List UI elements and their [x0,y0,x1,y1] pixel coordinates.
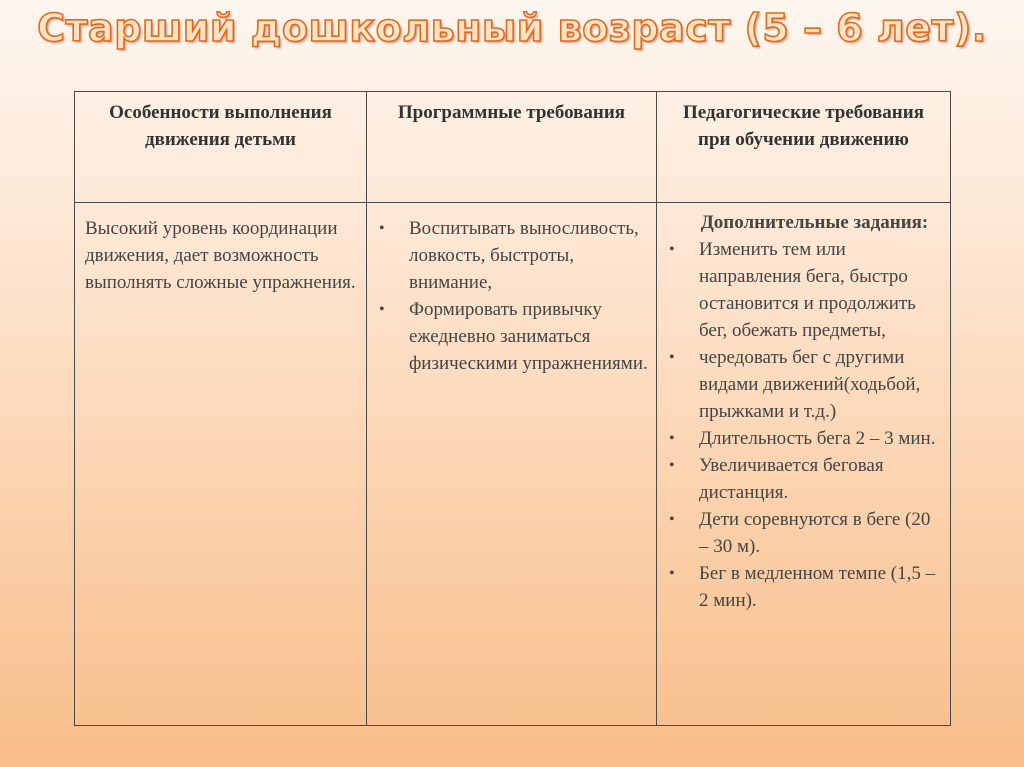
bullet-icon: • [379,301,385,318]
list-item: • Дети соревнуются в беге (20 – 30 м). [667,506,942,560]
cell-program-requirements [367,203,657,726]
list-item: • Формировать привычку ежедневно заниматься физическими упражнениями. [377,296,648,377]
table-row [75,203,951,726]
list-item: • Длительность бега 2 – 3 мин. [667,425,942,452]
list-item: • Изменить тем или направления бега, быстро остановится и продолжить бег, обежать предметы, [667,236,942,344]
list-item: • чередовать бег с другими видами движений(ходьбой, прыжками и т.д.) [667,344,942,425]
header-pedagogical-requirements: Педагогические требования при обучении движению [657,92,951,203]
list-item: • Воспитывать выносливость, ловкость, быстроты, внимание, [377,215,648,296]
list-item: • Бег в медленном темпе (1,5 – 2 мин). [667,560,942,614]
bullet-icon: • [669,349,675,366]
bullet-icon: • [669,241,675,258]
cell-movement-features [75,203,367,726]
bullet-icon: • [669,457,675,474]
additional-tasks-list [667,236,942,614]
movement-features-text: Высокий уровень координации движения, дает возможность выполнять сложные упражнения. [85,218,356,293]
header-program-requirements: Программные требования [367,92,657,203]
bullet-icon: • [669,430,675,447]
slide-title: Старший дошкольный возраст (5 – 6 лет). [37,6,987,50]
cell-pedagogical-requirements [657,203,951,726]
bullet-icon: • [379,220,385,237]
program-requirements-list [377,215,648,377]
table-header-row [75,92,951,203]
bullet-icon: • [669,511,675,528]
additional-tasks-heading: Дополнительные задания: [700,212,929,233]
header-movement-features: Особенности выполнения движения детьми [75,92,367,203]
bullet-icon: • [669,565,675,582]
list-item: • Увеличивается беговая дистанция. [667,452,942,506]
requirements-table [74,91,951,726]
